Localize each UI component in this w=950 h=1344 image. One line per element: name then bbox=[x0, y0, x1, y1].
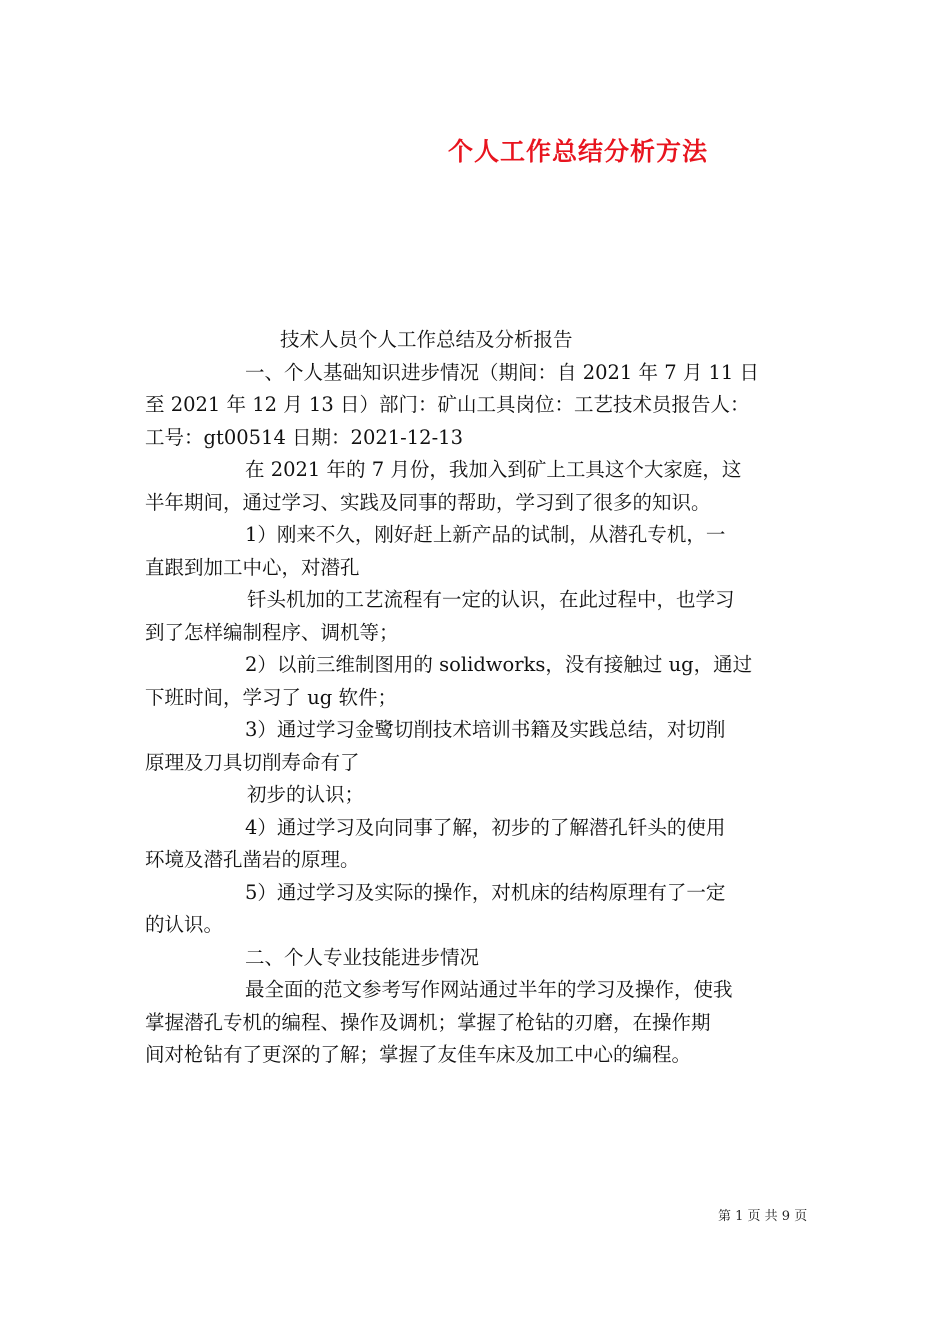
paragraph-line: 2）以前三维制图用的 solidworks，没有接触过 ug，通过 bbox=[245, 653, 753, 676]
paragraph-line: 掌握潜孔专机的编程、操作及调机；掌握了枪钻的刃磨，在操作期 bbox=[145, 1010, 711, 1034]
paragraph-line: 3）通过学习金鹭切削技术培训书籍及实践总结，对切削 bbox=[245, 718, 726, 741]
paragraph-line: 初步的认识； bbox=[247, 783, 365, 806]
paragraph-line: 至 2021 年 12 月 13 日）部门：矿山工具岗位：工艺技术员报告人： bbox=[145, 393, 750, 416]
paragraph-line: 一、个人基础知识进步情况（期间：自 2021 年 7 月 11 日 bbox=[245, 360, 760, 384]
paragraph-line: 的认识。 bbox=[145, 913, 224, 936]
paragraph-line: 5）通过学习及实际的操作，对机床的结构原理有了一定 bbox=[245, 880, 726, 904]
paragraph-line: 半年期间，通过学习、实践及同事的帮助，学习到了很多的知识。 bbox=[145, 490, 711, 514]
section-heading: 二、个人专业技能进步情况 bbox=[245, 945, 480, 969]
paragraph-line: 1）刚来不久，刚好赶上新产品的试制，从潜孔专机，一 bbox=[245, 523, 726, 546]
paragraph-line: 最全面的范文参考写作网站通过半年的学习及操作，使我 bbox=[245, 978, 733, 1001]
document-body bbox=[145, 324, 807, 1072]
paragraph-line: 间对枪钻有了更深的了解；掌握了友佳车床及加工中心的编程。 bbox=[145, 1043, 692, 1066]
paragraph-line: 直跟到加工中心，对潜孔 bbox=[145, 555, 360, 579]
paragraph-line: 环境及潜孔凿岩的原理。 bbox=[145, 848, 360, 871]
paragraph-line: 到了怎样编制程序、调机等； bbox=[145, 620, 399, 644]
paragraph-line: 钎头机加的工艺流程有一定的认识，在此过程中，也学习 bbox=[247, 588, 735, 611]
document-title: 个人工作总结分析方法 bbox=[448, 137, 709, 166]
page-number-footer: 第 1 页 共 9 页 bbox=[718, 1209, 808, 1224]
paragraph-line: 4）通过学习及向同事了解，初步的了解潜孔钎头的使用 bbox=[245, 815, 726, 839]
paragraph-line: 工号：gt00514 日期：2021-12-13 bbox=[145, 425, 463, 449]
paragraph-line: 在 2021 年的 7 月份，我加入到矿上工具这个大家庭，这 bbox=[245, 458, 742, 481]
report-subtitle: 技术人员个人工作总结及分析报告 bbox=[280, 328, 573, 351]
paragraph-line: 下班时间，学习了 ug 软件； bbox=[145, 685, 397, 709]
paragraph-line: 原理及刀具切削寿命有了 bbox=[145, 750, 360, 774]
